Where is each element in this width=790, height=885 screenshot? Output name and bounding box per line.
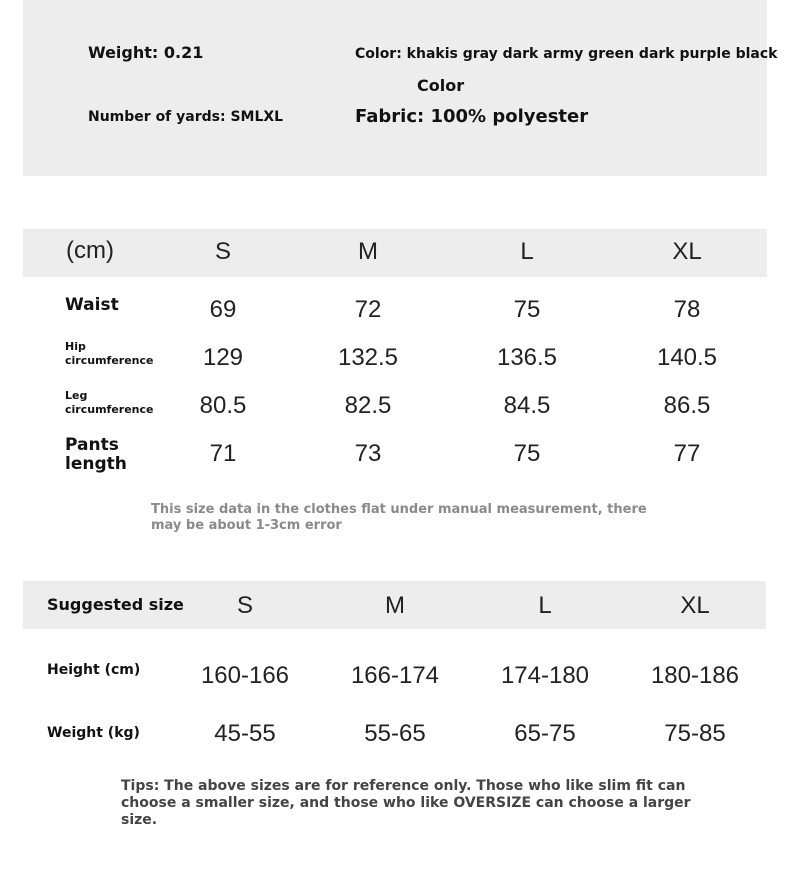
leg-l: 84.5 bbox=[503, 392, 551, 419]
weight-l: 65-75 bbox=[514, 720, 576, 747]
color-heading: Color bbox=[417, 76, 465, 95]
suggested-size-label: Suggested size bbox=[47, 595, 184, 614]
leg-s: 80.5 bbox=[199, 392, 247, 419]
pants-length-m: 73 bbox=[354, 440, 382, 467]
hip-l: 136.5 bbox=[496, 344, 558, 371]
row-label-hip: Hip circumference bbox=[65, 340, 154, 367]
row-label-pants-length: Pants length bbox=[65, 435, 127, 474]
suggested-header-s: S bbox=[236, 592, 253, 619]
product-info-panel bbox=[23, 0, 767, 176]
height-l: 174-180 bbox=[500, 662, 590, 689]
suggested-header-l: L bbox=[538, 592, 552, 619]
waist-l: 75 bbox=[513, 296, 541, 323]
suggested-header-m: M bbox=[385, 592, 405, 619]
hip-m: 132.5 bbox=[337, 344, 399, 371]
measurement-note: This size data in the clothes flat under manual measurement, there may be about 1-3cm error bbox=[151, 502, 647, 533]
leg-xl: 86.5 bbox=[663, 392, 711, 419]
suggested-header-xl: XL bbox=[680, 592, 710, 619]
waist-m: 72 bbox=[354, 296, 382, 323]
pants-length-l: 75 bbox=[513, 440, 541, 467]
row-label-height: Height (cm) bbox=[47, 662, 141, 678]
color-text: Color: khakis gray dark army green dark purple black bbox=[355, 46, 778, 62]
weight-m: 55-65 bbox=[364, 720, 426, 747]
row-label-weight: Weight (kg) bbox=[47, 725, 140, 741]
pants-length-s: 71 bbox=[209, 440, 237, 467]
size-header-m: M bbox=[358, 238, 378, 265]
height-s: 160-166 bbox=[200, 662, 290, 689]
weight-xl: 75-85 bbox=[664, 720, 726, 747]
leg-m: 82.5 bbox=[344, 392, 392, 419]
height-m: 166-174 bbox=[350, 662, 440, 689]
size-header-l: L bbox=[520, 238, 534, 265]
sizing-tips: Tips: The above sizes are for reference only. Those who like slim fit can choose a smaller size, and those who like OVERSIZE can choose a larger size. bbox=[121, 778, 691, 828]
weight-s: 45-55 bbox=[214, 720, 276, 747]
waist-s: 69 bbox=[209, 296, 237, 323]
waist-xl: 78 bbox=[673, 296, 701, 323]
row-label-waist: Waist bbox=[65, 295, 119, 315]
hip-s: 129 bbox=[202, 344, 244, 371]
hip-xl: 140.5 bbox=[656, 344, 718, 371]
size-header-s: S bbox=[214, 238, 231, 265]
fabric-text: Fabric: 100% polyester bbox=[355, 106, 589, 127]
yards-text: Number of yards: SMLXL bbox=[88, 109, 284, 125]
row-label-leg: Leg circumference bbox=[65, 389, 154, 416]
size-header-xl: XL bbox=[672, 238, 702, 265]
height-xl: 180-186 bbox=[650, 662, 740, 689]
weight-text: Weight: 0.21 bbox=[88, 43, 204, 62]
pants-length-xl: 77 bbox=[673, 440, 701, 467]
unit-label: (cm) bbox=[66, 237, 114, 264]
